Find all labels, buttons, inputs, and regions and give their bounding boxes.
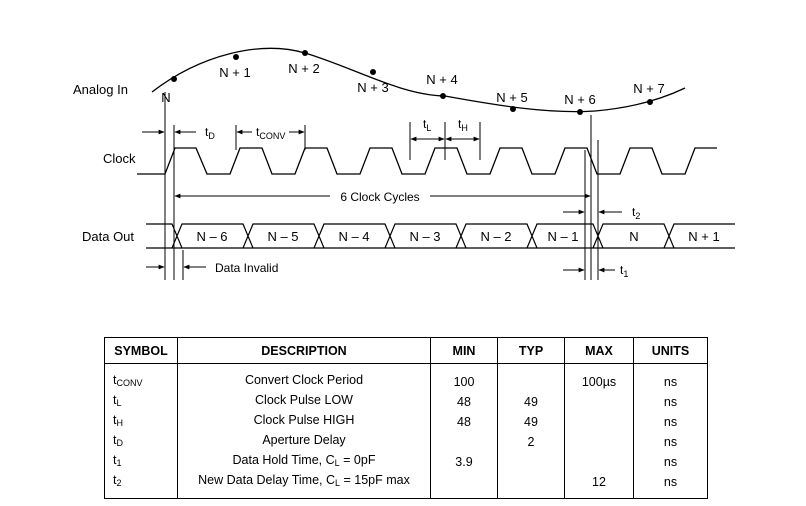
cell-min: 100	[431, 364, 498, 393]
table-body	[105, 364, 708, 499]
cell-typ: 2	[498, 432, 565, 452]
data-cell-label: N – 5	[267, 229, 299, 244]
cell-min: 48	[431, 392, 498, 412]
table-row	[105, 432, 708, 452]
table-row	[105, 364, 708, 393]
cell-max	[565, 452, 634, 472]
table-row	[105, 452, 708, 472]
cell-typ	[498, 452, 565, 472]
analog-waveform	[152, 48, 685, 111]
cell-description: Clock Pulse LOW	[178, 392, 431, 412]
cell-max: 100µs	[565, 364, 634, 393]
sample-point	[171, 76, 177, 82]
cell-min	[431, 472, 498, 499]
data-cell-label: N – 2	[480, 229, 512, 244]
cell-max	[565, 432, 634, 452]
cell-min	[431, 432, 498, 452]
cell-typ: 49	[498, 412, 565, 432]
sample-point	[577, 109, 583, 115]
reference-lines	[165, 92, 598, 280]
sample-label: N + 4	[426, 72, 458, 87]
clock-label: Clock	[103, 151, 136, 166]
analog-in-label: Analog In	[73, 82, 128, 97]
cell-symbol: $t_2$	[105, 472, 178, 499]
data-cell-label: N	[629, 229, 639, 244]
cell-symbol: $t_1$	[105, 452, 178, 472]
t-d-label: $t_D$	[205, 125, 215, 141]
table-row	[105, 392, 708, 412]
cell-description: New Data Delay Time, $C_L = 15pF$ max	[178, 472, 431, 499]
cell-units: ns	[634, 472, 708, 499]
data-cell-label: N – 6	[196, 229, 228, 244]
table-header-row	[105, 338, 708, 364]
cell-typ	[498, 364, 565, 393]
sample-label: N + 5	[496, 90, 528, 105]
sample-point	[510, 106, 516, 112]
cell-min: 3.9	[431, 452, 498, 472]
sample-label: N + 3	[357, 80, 389, 95]
header-units: UNITS	[634, 338, 708, 364]
t-l-label: $t_L$	[423, 117, 432, 133]
cell-symbol: $t_H$	[105, 412, 178, 432]
sample-point	[440, 93, 446, 99]
cell-symbol: $t_L$	[105, 392, 178, 412]
cell-units: ns	[634, 452, 708, 472]
clock-cycles-label: 6 Clock Cycles	[340, 190, 420, 204]
cell-min: 48	[431, 412, 498, 432]
header-typ: TYP	[498, 338, 565, 364]
cell-units: ns	[634, 432, 708, 452]
cell-symbol: $t_{CONV}$	[105, 364, 178, 393]
cell-description: Data Hold Time, $C_L = 0pF$	[178, 452, 431, 472]
sample-label: N	[161, 90, 171, 105]
t-h-label: $t_H$	[458, 117, 468, 133]
sample-point	[370, 69, 376, 75]
t-conv-label: $t_{CONV}$	[256, 125, 286, 141]
cell-units: ns	[634, 364, 708, 393]
data-cell-label: N – 4	[338, 229, 370, 244]
cell-units: ns	[634, 412, 708, 432]
t-1-label: $t_1$	[620, 263, 629, 279]
table-row	[105, 472, 708, 499]
cell-max	[565, 392, 634, 412]
clock-waveform	[137, 148, 717, 174]
sample-point	[647, 99, 653, 105]
cell-symbol: $t_D$	[105, 432, 178, 452]
table-row	[105, 412, 708, 432]
timing-spec-table	[104, 337, 708, 499]
t-2-label: $t_2$	[632, 205, 641, 221]
cell-description: Clock Pulse HIGH	[178, 412, 431, 432]
data-invalid-label: Data Invalid	[215, 261, 279, 275]
cell-typ	[498, 472, 565, 499]
cell-max: 12	[565, 472, 634, 499]
header-max: MAX	[565, 338, 634, 364]
header-min: MIN	[431, 338, 498, 364]
sample-points	[161, 50, 664, 115]
data-cell-label: N + 1	[688, 229, 720, 244]
sample-point	[233, 54, 239, 60]
sample-label: N + 1	[219, 65, 251, 80]
sample-label: N + 6	[564, 92, 596, 107]
cell-description: Aperture Delay	[178, 432, 431, 452]
sample-point	[302, 50, 308, 56]
data-out-label: Data Out	[82, 229, 135, 244]
cell-max	[565, 412, 634, 432]
data-cell-label: N – 1	[547, 229, 579, 244]
cell-units: ns	[634, 392, 708, 412]
cell-typ: 49	[498, 392, 565, 412]
header-description: DESCRIPTION	[178, 338, 431, 364]
sample-label: N + 2	[288, 61, 320, 76]
data-cell-label: N – 3	[409, 229, 441, 244]
header-symbol: SYMBOL	[105, 338, 178, 364]
sample-label: N + 7	[633, 81, 665, 96]
cell-description: Convert Clock Period	[178, 364, 431, 393]
